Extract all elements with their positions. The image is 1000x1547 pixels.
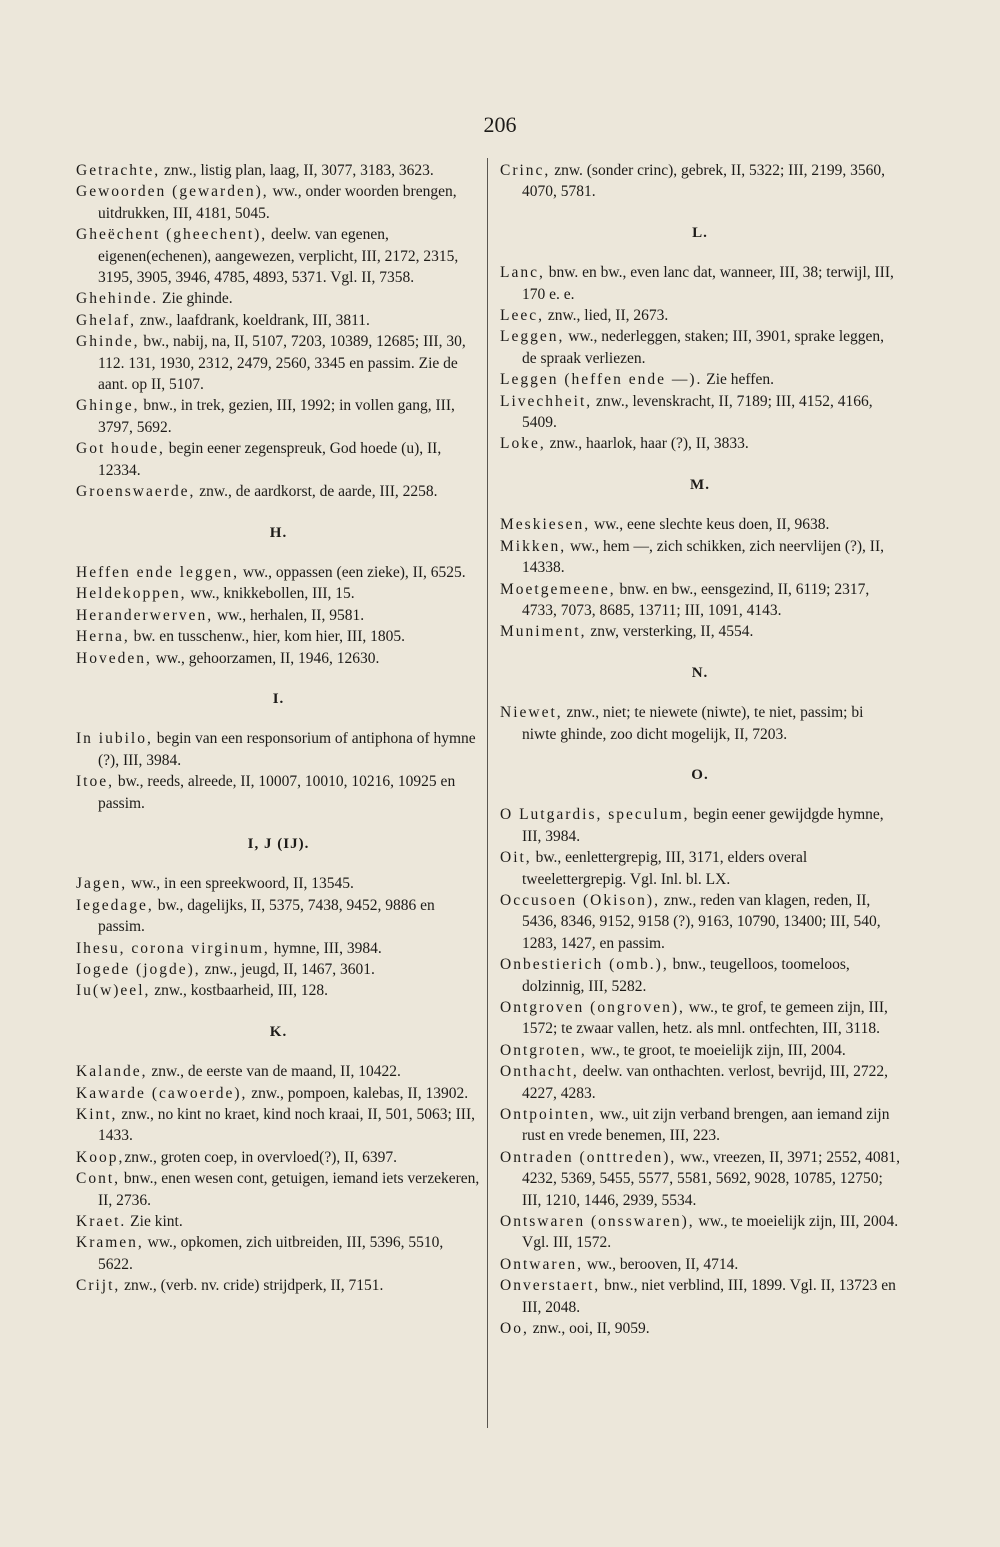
entry-headword: Gewoorden (gewarden), <box>76 183 269 201</box>
entry-headword: Iegedage, <box>76 896 154 914</box>
dictionary-entry <box>500 326 900 369</box>
dictionary-entry <box>500 954 900 997</box>
dictionary-entry <box>76 728 481 771</box>
entry-definition: ww., onder woorden brengen, uitdrukken, III, 4181, 5045. <box>98 183 457 222</box>
entry-definition: ww., eene slechte keus doen, II, 9638. <box>590 516 830 534</box>
entry-headword: Koop, <box>76 1148 125 1166</box>
entry-definition: znw., ooi, II, 9059. <box>528 1320 650 1338</box>
dictionary-entry <box>76 562 481 583</box>
entry-headword: Ghinge, <box>76 397 140 415</box>
entry-headword: Getrachte, <box>76 162 161 179</box>
section-letter-heading: H. <box>269 524 288 541</box>
dictionary-entry <box>76 873 481 894</box>
dictionary-entry <box>500 514 900 535</box>
dictionary-entry <box>500 702 900 745</box>
entry-headword: Cont, <box>76 1170 121 1188</box>
section-letter-heading: L. <box>692 224 708 241</box>
entry-headword: Ghinde, <box>76 333 140 351</box>
entry-headword: Kalande, <box>76 1063 148 1081</box>
entry-definition: hymne, III, 3984. <box>269 939 382 957</box>
entry-definition: ww., nederleggen, staken; III, 3901, sprake leggen, de spraak verliezen. <box>522 328 885 367</box>
entry-definition: znw., niet; te niewete (niwte), te niet, passim; bi niwte ghinde, zoo dicht mogelijk, II, 7203. <box>522 704 864 743</box>
entry-headword: Iogede (jogde), <box>76 961 201 978</box>
dictionary-entry <box>76 980 481 1001</box>
entry-headword: Kawarde (cawoerde), <box>76 1084 248 1102</box>
entry-headword: Ontgroven (ongroven), <box>500 999 685 1016</box>
dictionary-entry <box>76 895 481 938</box>
dictionary-entry <box>500 1254 900 1275</box>
entry-definition: Zie ghinde. <box>158 290 233 308</box>
entry-headword: Ghehinde. <box>76 290 159 308</box>
dictionary-entry <box>500 305 900 326</box>
dictionary-entry <box>76 331 481 395</box>
entry-definition: znw., pompoen, kalebas, II, 13902. <box>247 1084 469 1102</box>
entry-definition: znw., levenskracht, II, 7189; III, 4152, 4166, 5409. <box>522 392 873 432</box>
dictionary-entry <box>76 938 481 959</box>
dictionary-entry <box>500 160 900 203</box>
dictionary-entry <box>500 433 900 454</box>
dictionary-entry <box>500 262 900 305</box>
entry-headword: Ontraden (onttreden), <box>500 1148 677 1166</box>
entry-headword: Mikken, <box>500 537 567 555</box>
entry-headword: Livechheit, <box>500 392 593 410</box>
entry-definition: znw. (sonder crinc), gebrek, II, 5322; III, 2199, 3560, 4070, 5781. <box>522 162 886 201</box>
dictionary-entry <box>76 1083 481 1104</box>
section-letter-heading: K. <box>269 1023 288 1040</box>
entry-headword: Crijt, <box>76 1277 121 1295</box>
dictionary-entry <box>500 1061 900 1104</box>
entry-headword: Leec, <box>500 307 544 325</box>
entry-headword: Ontwaren, <box>500 1255 583 1273</box>
dictionary-entry <box>76 160 481 181</box>
entry-definition: bnw., niet verblind, III, 1899. Vgl. II, 13723 en III, 2048. <box>522 1277 896 1316</box>
dictionary-entry <box>500 890 900 954</box>
dictionary-entry <box>76 224 481 288</box>
entry-headword: Got houde, <box>76 440 165 458</box>
dictionary-entry <box>500 1275 900 1318</box>
section-letter-heading: I, J (IJ). <box>247 835 310 852</box>
entry-headword: Groenswaerde, <box>76 483 196 501</box>
entry-headword: Ontpointen, <box>500 1106 596 1124</box>
entry-definition: bw., nabij, na, II, 5107, 7203, 10389, 12685; III, 30, 112. 131, 1930, 2312, 2479, 2560, 3345 en passim. Zie de aant. op II, 5107. <box>98 333 466 394</box>
entry-definition: ww., berooven, II, 4714. <box>583 1255 739 1273</box>
dictionary-entry <box>500 369 900 390</box>
dictionary-entry <box>500 621 900 642</box>
entry-definition: Zie heffen. <box>702 371 774 389</box>
entry-definition: znw., lied, II, 2673. <box>543 307 669 325</box>
dictionary-entry <box>76 605 481 626</box>
entry-headword: Jagen, <box>76 875 128 893</box>
entry-definition: bnw. en bw., eensgezind, II, 6119; 2317, 4733, 7073, 8685, 13711; III, 1091, 4143. <box>522 580 870 619</box>
entry-headword: Kraet. <box>76 1213 127 1231</box>
dictionary-entry <box>76 310 481 331</box>
entry-definition: znw., de aardkorst, de aarde, III, 2258. <box>195 483 438 501</box>
dictionary-entry <box>76 1061 481 1082</box>
entry-definition: ww., te moeielijk zijn, III, 2004. Vgl. III, 1572. <box>522 1213 899 1252</box>
entry-headword: Hoveden, <box>76 649 152 667</box>
dictionary-entry <box>76 438 481 481</box>
entry-definition: znw., no kint no kraet, kind noch kraai, II, 501, 5063; III, 1433. <box>98 1106 475 1145</box>
entry-headword: Onbestierich (omb.), <box>500 956 669 974</box>
right-column <box>500 160 900 1340</box>
entry-definition: znw., reden van klagen, reden, II, 5436, 8346, 9152, 9158 (?), 9163, 10790, 13400; III, 540, 1283, 1427, en passim. <box>522 891 881 952</box>
entry-headword: Loke, <box>500 435 546 453</box>
dictionary-entry <box>500 536 900 579</box>
dictionary-entry <box>500 1040 900 1061</box>
entry-headword: Leggen, <box>500 328 565 346</box>
dictionary-entry <box>76 395 481 438</box>
entry-headword: Moetgemeene, <box>500 580 616 598</box>
entry-headword: Gheëchent (gheechent), <box>76 226 268 244</box>
dictionary-entry <box>76 648 481 669</box>
entry-headword: Ghelaf, <box>76 311 137 329</box>
entry-definition: ww., uit zijn verband brengen, aan iemand zijn rust en vrede benemen, III, 223. <box>522 1106 890 1145</box>
entry-definition: znw., groten coep, in overvloed(?), II, 6397. <box>124 1148 398 1166</box>
entry-headword: Onthacht, <box>500 1063 579 1081</box>
dictionary-entry <box>500 579 900 622</box>
entry-definition: znw., listig plan, laag, II, 3077, 3183, 3623. <box>160 162 434 179</box>
dictionary-entry <box>76 1211 481 1232</box>
entry-headword: Niewet, <box>500 704 563 722</box>
entry-headword: Onverstaert, <box>500 1277 601 1295</box>
entry-definition: znw., jeugd, II, 1467, 3601. <box>200 961 375 978</box>
entry-headword: Occusoen (Okison), <box>500 891 660 909</box>
dictionary-entry <box>76 583 481 604</box>
entry-definition: begin eener zegenspreuk, God hoede (u), II, 12334. <box>98 440 442 479</box>
entry-definition: znw., de eerste van de maand, II, 10422. <box>147 1063 401 1081</box>
entry-headword: Oit, <box>500 849 532 867</box>
entry-definition: ww., gehoorzamen, II, 1946, 12630. <box>151 649 380 667</box>
entry-headword: In iubilo, <box>76 730 153 748</box>
entry-definition: bnw., enen wesen cont, getuigen, iemand iets verzekeren, II, 2736. <box>98 1170 480 1209</box>
entry-definition: ww., opkomen, zich uitbreiden, III, 5396, 5510, 5622. <box>98 1234 444 1273</box>
entry-definition: bw., dagelijks, II, 5375, 7438, 9452, 9886 en passim. <box>98 896 435 936</box>
entry-headword: Leggen (heffen ende —). <box>500 371 703 389</box>
entry-definition: deelw. van egenen, eigenen(echenen), aangewezen, verplicht, III, 2172, 2315, 3195, 3905, 3946, 4785, 4893, 5371. Vgl. II, 7358. <box>98 226 459 287</box>
entry-definition: znw., laafdrank, koeldrank, III, 3811. <box>136 311 370 329</box>
dictionary-entry <box>500 1104 900 1147</box>
dictionary-entry <box>500 847 900 890</box>
entry-definition: ww., te grof, te gemeen zijn, III, 1572; te zwaar vallen, hetz. als mnl. ontfechten, III, 3118. <box>522 999 888 1038</box>
entry-headword: Kint, <box>76 1106 118 1124</box>
dictionary-entry <box>76 481 481 502</box>
dictionary-entry <box>76 181 481 224</box>
entry-definition: ww., hem —, zich schikken, zich neervlijen (?), II, 14338. <box>522 537 885 577</box>
left-column <box>76 160 481 1297</box>
entry-headword: Ontgroten, <box>500 1041 587 1059</box>
entry-headword: Herna, <box>76 628 130 646</box>
entry-definition: bnw., teugelloos, toomeloos, dolzinnig, III, 5282. <box>522 956 850 995</box>
section-letter-heading: M. <box>690 476 710 493</box>
entry-definition: Zie kint. <box>126 1213 183 1231</box>
dictionary-entry <box>500 391 900 434</box>
entry-definition: znw., kostbaarheid, III, 128. <box>150 982 328 1000</box>
entry-headword: Meskiesen, <box>500 516 591 534</box>
entry-headword: Ontswaren (onsswaren), <box>500 1213 695 1231</box>
entry-definition: bnw., in trek, gezien, III, 1992; in vollen gang, III, 3797, 5692. <box>98 397 455 436</box>
dictionary-entry <box>500 1211 900 1254</box>
entry-headword: O Lutgardis, speculum, <box>500 806 690 824</box>
section-letter-heading: O. <box>691 766 709 783</box>
dictionary-entry <box>76 1147 481 1168</box>
entry-definition: ww., te groot, te moeielijk zijn, III, 2004. <box>586 1041 846 1059</box>
entry-headword: Crinc, <box>500 162 551 179</box>
dictionary-entry <box>76 771 481 814</box>
entry-headword: Oo, <box>500 1320 529 1338</box>
dictionary-entry <box>76 626 481 647</box>
dictionary-entry <box>500 1318 900 1339</box>
entry-definition: znw., (verb. nv. cride) strijdperk, II, 7151. <box>120 1277 384 1295</box>
entry-headword: Iu(w)eel, <box>76 982 151 1000</box>
dictionary-entry <box>76 288 481 309</box>
entry-definition: begin van een responsorium of antiphona of hymne (?), III, 3984. <box>98 730 476 769</box>
entry-headword: Ihesu, corona virginum, <box>76 939 270 957</box>
dictionary-entry <box>76 1104 481 1147</box>
entry-definition: bw., eenlettergrepig, III, 3171, elders overal tweelettergrepig. Vgl. Inl. bl. LX. <box>522 849 808 888</box>
entry-definition: bw., reeds, alreede, II, 10007, 10010, 10216, 10925 en passim. <box>98 773 456 812</box>
entry-definition: ww., knikkebollen, III, 15. <box>186 585 355 603</box>
dictionary-entry <box>500 1147 900 1211</box>
entry-headword: Lanc, <box>500 264 545 282</box>
entry-headword: Itoe, <box>76 773 114 791</box>
entry-headword: Kramen, <box>76 1234 144 1252</box>
entry-definition: znw., haarlok, haar (?), II, 3833. <box>545 435 749 453</box>
dictionary-entry <box>76 1232 481 1275</box>
entry-definition: ww., oppassen (een zieke), II, 6525. <box>238 563 466 581</box>
entry-definition: znw, versterking, II, 4554. <box>586 623 754 641</box>
column-divider <box>487 158 488 1428</box>
section-letter-heading: N. <box>691 664 709 681</box>
entry-headword: Heranderwerven, <box>76 606 214 624</box>
entry-definition: ww., vreezen, II, 3971; 2552, 4081, 4232, 5369, 5455, 5577, 5581, 5692, 9028, 10785, 12750; III, 1210, 1446, 2939, 5534. <box>522 1148 900 1209</box>
entry-headword: Muniment, <box>500 623 587 641</box>
entry-definition: bnw. en bw., even lanc dat, wanneer, III, 38; terwijl, III, 170 e. e. <box>522 264 894 303</box>
page-number: 206 <box>483 112 517 137</box>
section-letter-heading: I. <box>272 690 285 707</box>
entry-headword: Heffen ende leggen, <box>76 563 239 581</box>
dictionary-entry <box>500 804 900 847</box>
entry-definition: deelw. van onthachten. verlost, bevrijd, III, 2722, 4227, 4283. <box>522 1063 889 1102</box>
dictionary-entry <box>76 1168 481 1211</box>
entry-definition: bw. en tusschenw., hier, kom hier, III, 1805. <box>129 628 406 646</box>
dictionary-entry <box>500 997 900 1040</box>
entry-definition: ww., herhalen, II, 9581. <box>213 606 365 624</box>
entry-definition: begin eener gewijdgde hymne, III, 3984. <box>522 806 884 845</box>
dictionary-entry <box>76 1275 481 1296</box>
entry-headword: Heldekoppen, <box>76 585 187 603</box>
entry-definition: ww., in een spreekwoord, II, 13545. <box>127 875 354 893</box>
dictionary-entry <box>76 959 481 980</box>
